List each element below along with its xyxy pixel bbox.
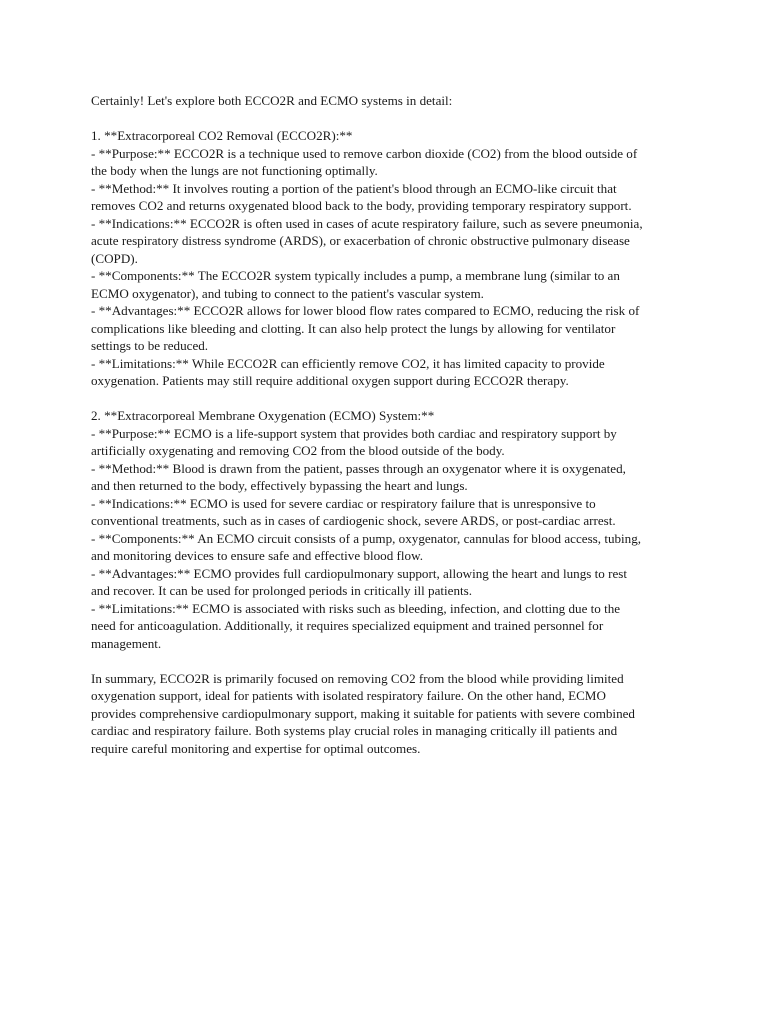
text-line: settings to be reduced. <box>91 338 209 353</box>
text-line: oxygenation support, ideal for patients with isolated respiratory failure. On the other hand, ECMO <box>91 688 606 703</box>
text-line: and recover. It can be used for prolonged periods in critically ill patients. <box>91 583 473 598</box>
text-line: - **Indications:** ECCO2R is often used in cases of acute respiratory failure, such as severe pneumonia, <box>91 215 643 231</box>
text-line: provides comprehensive cardiopulmonary support, making it suitable for patients with severe combined <box>91 705 635 721</box>
section-ecmo <box>91 407 681 652</box>
text-line: oxygenation. Patients may still require additional oxygen support during ECCO2R therapy. <box>91 373 569 388</box>
text-line: and monitoring devices to ensure safe and effective blood flow. <box>91 548 423 563</box>
document-page <box>91 92 681 757</box>
text-line: need for anticoagulation. Additionally, it requires specialized equipment and trained personnel for <box>91 618 604 633</box>
paragraph-gap <box>91 652 681 670</box>
paragraph-gap <box>91 390 681 408</box>
text-line: - **Method:** It involves routing a portion of the patient's blood through an ECMO-like circuit that <box>91 180 617 196</box>
intro-text: Certainly! Let's explore both ECCO2R and ECMO systems in detail: <box>91 93 453 108</box>
text-line: In summary, ECCO2R is primarily focused on removing CO2 from the blood while providing limited <box>91 670 624 686</box>
text-line: - **Advantages:** ECMO provides full cardiopulmonary support, allowing the heart and lungs to rest <box>91 565 628 581</box>
text-line: ECMO oxygenator), and tubing to connect to the patient's vascular system. <box>91 285 484 301</box>
text-line: - **Purpose:** ECMO is a life-support system that provides both cardiac and respiratory support by <box>91 425 617 441</box>
text-line: management. <box>91 635 162 651</box>
advantages-item <box>91 302 681 355</box>
text-line: require careful monitoring and expertise for optimal outcomes. <box>91 740 421 756</box>
indications-item <box>91 495 681 530</box>
section-ecco2r <box>91 127 681 390</box>
components-item <box>91 267 681 302</box>
paragraph-gap <box>91 110 681 128</box>
method-item <box>91 180 681 215</box>
text-line: the body when the lungs are not functioning optimally. <box>91 163 378 178</box>
components-item <box>91 530 681 565</box>
purpose-item <box>91 425 681 460</box>
text-line: - **Components:** The ECCO2R system typically includes a pump, a membrane lung (similar to an <box>91 268 620 283</box>
text-line: - **Limitations:** ECMO is associated with risks such as bleeding, infection, and clotting due to the <box>91 600 621 616</box>
summary-paragraph <box>91 670 681 758</box>
method-item <box>91 460 681 495</box>
purpose-item <box>91 145 681 180</box>
text-line: acute respiratory distress syndrome (ARDS), or exacerbation of chronic obstructive pulmonary disease <box>91 233 630 248</box>
text-line: - **Indications:** ECMO is used for severe cardiac or respiratory failure that is unresponsive to <box>91 495 596 511</box>
text-line: (COPD). <box>91 250 138 266</box>
advantages-item <box>91 565 681 600</box>
text-line: and then returned to the body, effectively bypassing the heart and lungs. <box>91 478 468 493</box>
text-line: complications like bleeding and clotting. It can also help protect the lungs by allowing for ventilator <box>91 320 616 336</box>
text-line: - **Method:** Blood is drawn from the patient, passes through an oxygenator where it is oxygenated, <box>91 460 626 476</box>
text-line: - **Advantages:** ECCO2R allows for lower blood flow rates compared to ECMO, reducing the risk of <box>91 303 640 318</box>
text-line: artificially oxygenating and removing CO2 from the blood outside of the body. <box>91 443 505 458</box>
limitations-item <box>91 600 681 653</box>
text-line: - **Limitations:** While ECCO2R can efficiently remove CO2, it has limited capacity to provide <box>91 355 605 371</box>
text-line: removes CO2 and returns oxygenated blood back to the body, providing temporary respiratory support. <box>91 198 632 213</box>
section-heading: 1. **Extracorporeal CO2 Removal (ECCO2R):** <box>91 128 353 143</box>
limitations-item <box>91 355 681 390</box>
text-line: conventional treatments, such as in cases of cardiogenic shock, severe ARDS, or post-cardiac arrest. <box>91 513 616 528</box>
section-heading: 2. **Extracorporeal Membrane Oxygenation (ECMO) System:** <box>91 408 435 423</box>
text-line: - **Components:** An ECMO circuit consists of a pump, oxygenator, cannulas for blood access, tubing, <box>91 530 642 546</box>
text-line: - **Purpose:** ECCO2R is a technique used to remove carbon dioxide (CO2) from the blood outside of <box>91 145 638 161</box>
indications-item <box>91 215 681 268</box>
text-line: cardiac and respiratory failure. Both systems play crucial roles in managing critically ill patients and <box>91 723 618 738</box>
